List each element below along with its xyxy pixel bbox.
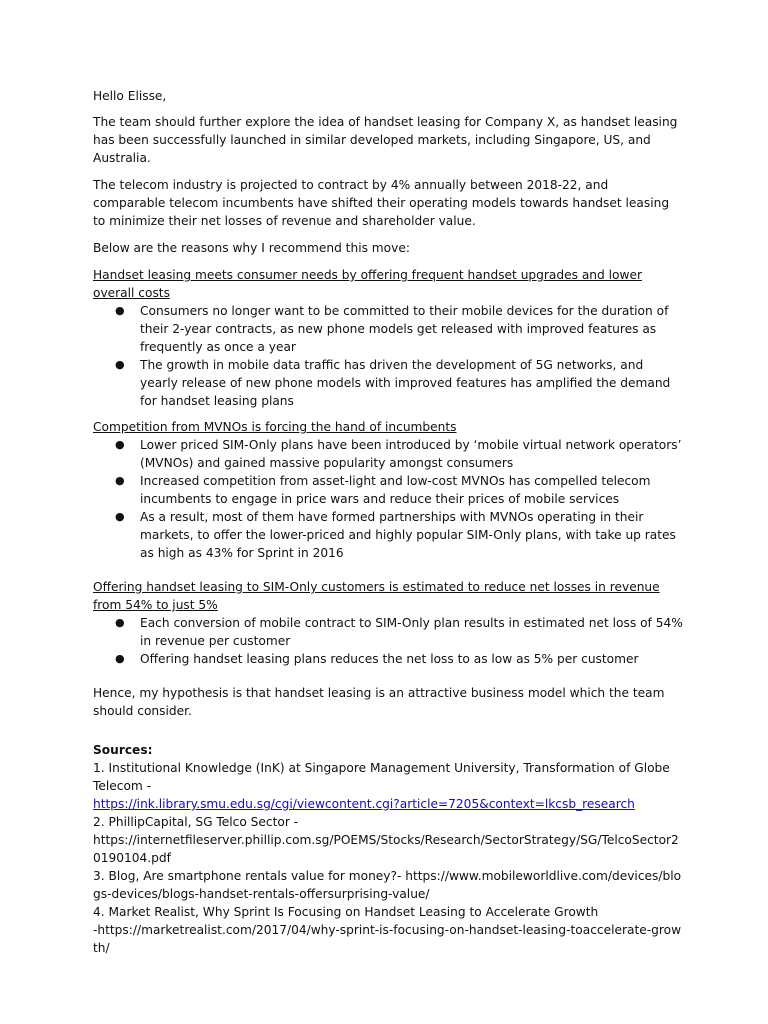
bullet-icon: ● <box>115 510 125 523</box>
bullet-icon: ● <box>115 616 125 629</box>
bullet-list <box>93 436 683 562</box>
source-link-text: -https://marketrealist.com/2017/04/why-sprint-is-focusing-on-handset-leasing-toaccelerate-growth/ <box>93 923 682 955</box>
section-heading: Offering handset leasing to SIM-Only customers is estimated to reduce net losses in revenue from 54% to just 5% <box>93 580 660 612</box>
bullet-icon: ● <box>115 358 125 371</box>
bullet-icon: ● <box>115 652 125 665</box>
section-net-losses <box>93 578 683 668</box>
section-consumer-needs <box>93 266 683 410</box>
source-item: 2. PhillipCapital, SG Telco Sector - <box>93 815 299 829</box>
source-link[interactable]: https://ink.library.smu.edu.sg/cgi/viewcontent.cgi?article=7205&context=lkcsb_research <box>93 797 635 811</box>
letter-body <box>93 87 683 957</box>
industry-paragraph: The telecom industry is projected to contract by 4% annually between 2018-22, and comparable telecom incumbents have shifted their operating models towards handset leasing to minimize their net losses of revenue and shareholder value. <box>93 178 670 228</box>
section-mvno-competition <box>93 418 683 562</box>
bullet-icon: ● <box>115 438 125 451</box>
list-item: ● Increased competition from asset-light and low-cost MVNOs has compelled telecom incumbents to engage in price wars and reduce their prices of mobile services <box>115 474 651 506</box>
source-item: 3. Blog, Are smartphone rentals value for money?- https://www.mobileworldlive.com/devices/blogs-devices/blogs-handset-rentals-offersurprising-value/ <box>93 869 682 901</box>
conclusion-paragraph: Hence, my hypothesis is that handset leasing is an attractive business model which the team should consider. <box>93 686 665 718</box>
greeting: Hello Elisse, <box>93 89 167 103</box>
sources-title: Sources: <box>93 743 153 757</box>
reasons-lead-in: Below are the reasons why I recommend this move: <box>93 241 410 255</box>
intro-paragraph: The team should further explore the idea of handset leasing for Company X, as handset leasing has been successfully launched in similar developed markets, including Singapore, US, and Australia. <box>93 115 678 165</box>
bullet-icon: ● <box>115 474 125 487</box>
bullet-list <box>93 302 683 410</box>
section-heading: Handset leasing meets consumer needs by offering frequent handset upgrades and lower overall costs <box>93 268 642 300</box>
bullet-list <box>93 614 683 668</box>
list-item: ● Lower priced SIM-Only plans have been introduced by ‘mobile virtual network operators’ (MVNOs) and gained massive popularity amongst consumers <box>115 438 682 470</box>
list-item: ● Consumers no longer want to be committed to their mobile devices for the duration of their 2-year contracts, as new phone models get released with improved features as frequently as once a year <box>115 304 669 354</box>
source-link-text: https://internetfileserver.phillip.com.sg/POEMS/Stocks/Research/SectorStrategy/SG/TelcoSector20190104.pdf <box>93 833 679 865</box>
bullet-icon: ● <box>115 304 125 317</box>
sources-block <box>93 741 683 957</box>
list-item: ● Each conversion of mobile contract to SIM-Only plan results in estimated net loss of 54% in revenue per customer <box>115 616 683 648</box>
source-item: 4. Market Realist, Why Sprint Is Focusing on Handset Leasing to Accelerate Growth <box>93 905 599 919</box>
section-heading: Competition from MVNOs is forcing the hand of incumbents <box>93 420 457 434</box>
source-item: 1. Institutional Knowledge (InK) at Singapore Management University, Transformation of Globe Telecom - <box>93 761 670 793</box>
list-item: ● Offering handset leasing plans reduces the net loss to as low as 5% per customer <box>115 652 639 666</box>
list-item: ● As a result, most of them have formed partnerships with MVNOs operating in their markets, to offer the lower-priced and highly popular SIM-Only plans, with take up rates as high as 43% for Sprint in 2016 <box>115 510 676 560</box>
list-item: ● The growth in mobile data traffic has driven the development of 5G networks, and yearly release of new phone models with improved features has amplified the demand for handset leasing plans <box>115 358 671 408</box>
